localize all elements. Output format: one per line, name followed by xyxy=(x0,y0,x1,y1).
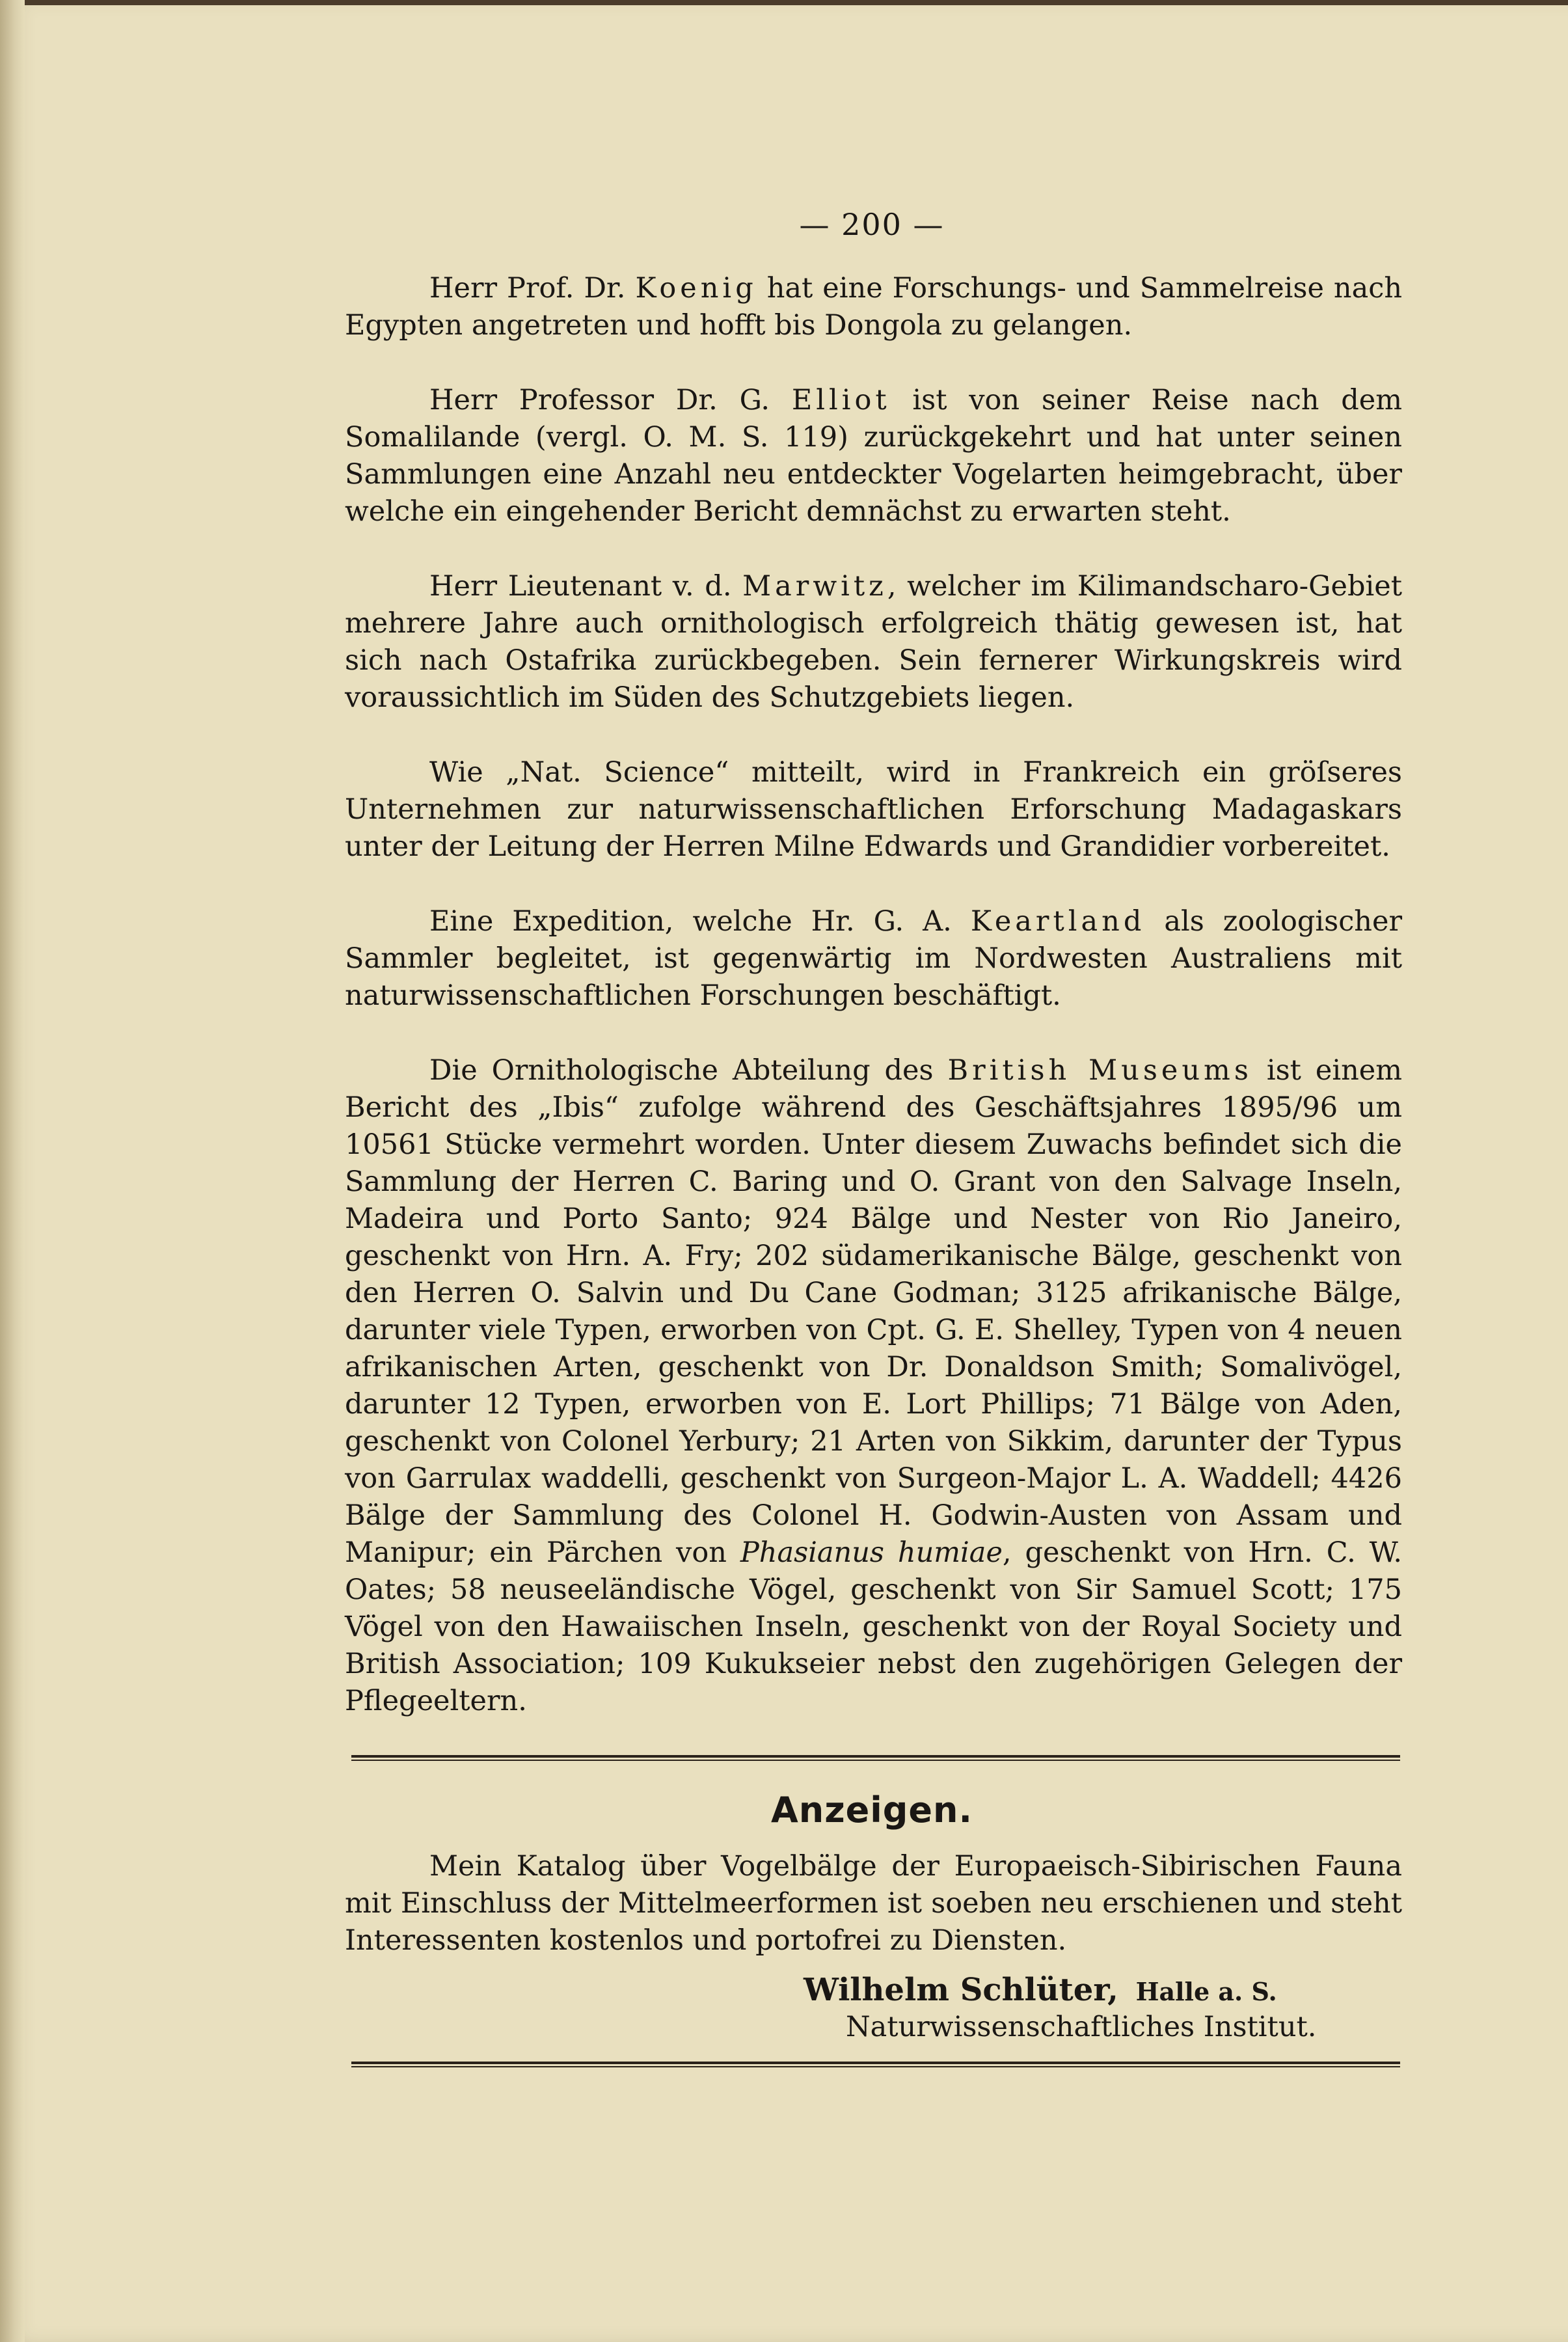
news-paragraph xyxy=(345,568,1402,716)
news-paragraph xyxy=(345,382,1402,530)
text-run: , geschenkt von Hrn. C. W. Oates; 58 neuseeländische Vögel, geschenkt von Sir Samuel Scott; 175 Vögel von den Hawaiischen Inseln, geschenkt von der Royal Society und British Association; 109 Kukukseier nebst den zugehörigen Gelegen der Pflegeeltern. xyxy=(345,1536,1403,1717)
ad-signature-institute: Naturwissenschaftliches Institut. xyxy=(846,2011,1317,2043)
news-paragraph xyxy=(345,1052,1402,1720)
text-run: hat eine Forschungs- und Sammelreise nach Egypten angetreten und hofft bis Dongola zu gelangen. xyxy=(345,272,1403,342)
signature-name-text: Wilhelm Schlüter, xyxy=(804,1972,1118,2008)
spaced-name: Keartland xyxy=(970,905,1146,938)
page-number: — 200 — xyxy=(799,207,945,242)
bottom-ad-rule xyxy=(351,2062,1400,2067)
text-run: ist von seiner Reise nach dem Somalilande (vergl. O. M. S. 119) zurückgekehrt und hat unter seinen Sammlungen eine Anzahl neu entdeckter Vogelarten heimgebracht, über welche ein eingehender Bericht demnächst zu erwarten steht. xyxy=(345,384,1402,528)
ad-heading: Anzeigen. xyxy=(770,1790,973,1831)
text-run: Die Ornithologische Abteilung des xyxy=(429,1054,948,1087)
ad-text-block xyxy=(345,1848,1402,1959)
text-run: Eine Expedition, welche Hr. G. A. xyxy=(429,905,971,938)
text-run: Herr Professor Dr. G. xyxy=(429,384,792,416)
text-run: Herr Prof. Dr. xyxy=(429,272,636,305)
top-ad-rule xyxy=(351,1755,1400,1761)
ad-signature-name xyxy=(804,1972,1277,2008)
news-section xyxy=(345,270,1402,1720)
text-run: als zoologischer Sammler begleitet, ist gegenwärtig im Nordwesten Australiens mit naturwissenschaftlichen Forschungen beschäftigt. xyxy=(345,905,1402,1012)
news-paragraph xyxy=(345,754,1402,865)
spaced-name: Marwitz xyxy=(742,570,887,603)
italic-taxon: Phasianus humiae xyxy=(740,1536,1003,1569)
news-paragraph xyxy=(345,903,1402,1014)
ad-body: Mein Katalog über Vogelbälge der Europaeisch-Sibirischen Fauna mit Einschluss der Mittelmeerformen ist soeben neu erschienen und steht Interessenten kostenlos und portofrei zu Diensten. xyxy=(345,1850,1402,1957)
spaced-name: British Museums xyxy=(947,1054,1252,1087)
spaced-name: Koenig xyxy=(635,272,757,305)
text-run: Wie „Nat. Science“ mitteilt, wird in Frankreich ein gröſseres Unternehmen zur naturwissenschaftlichen Erforschung Madagaskars unter der Leitung der Herren Milne Edwards und Grandidier vorbereitet. xyxy=(345,756,1402,863)
spaced-name: Elliot xyxy=(791,384,891,416)
page-binding-edge xyxy=(0,0,25,2342)
page-top-edge xyxy=(0,0,1568,5)
text-run: , welcher im Kilimandscharo-Gebiet mehrere Jahre auch ornithologisch erfolgreich thätig gewesen ist, hat sich nach Ostafrika zurückbegeben. Sein fernerer Wirkungskreis wird voraussichtlich im Süden des Schutzgebiets liegen. xyxy=(345,570,1402,714)
news-paragraph xyxy=(345,270,1402,344)
signature-place: Halle a. S. xyxy=(1135,1977,1277,2006)
text-run: ist einem Bericht des „Ibis“ zufolge während des Geschäftsjahres 1895/96 um 10561 Stücke vermehrt worden. Unter diesem Zuwachs befindet sich die Sammlung der Herren C. Baring und O. Grant von den Salvage Inseln, Madeira und Porto Santo; 924 Bälge und Nester von Rio Janeiro, geschenkt von Hrn. A. Fry; 202 südamerikanische Bälge, geschenkt von den Herren O. Salvin und Du Cane Godman; 3125 afrikanische Bälge, darunter viele Typen, erworben von Cpt. G. E. Shelley, Typen von 4 neuen afrikanischen Arten, geschenkt von Dr. Donaldson Smith; Somalivögel, darunter 12 Typen, erworben von E. Lort Phillips; 71 Bälge von Aden, geschenkt von Colonel Yerbury; 21 Arten von Sikkim, darunter der Typus von Garrulax waddelli, geschenkt von Surgeon-Major L. A. Waddell; 4426 Bälge der Sammlung des Colonel H. Godwin-Austen von Assam und Manipur; ein Pärchen von xyxy=(345,1054,1402,1569)
text-run: Herr Lieutenant v. d. xyxy=(429,570,743,603)
